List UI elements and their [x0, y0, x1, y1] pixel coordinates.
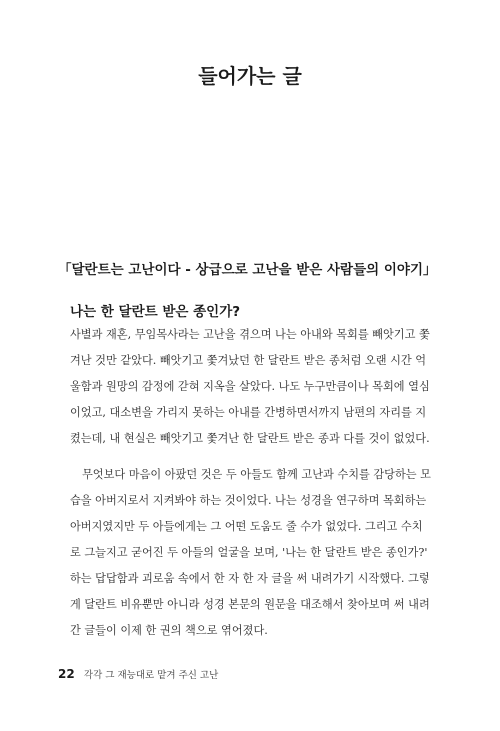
chapter-title: 들어가는 글 — [198, 64, 302, 88]
text-line: 간 글들이 이제 한 권의 책으로 엮어졌다. — [70, 624, 268, 637]
page-number: 22 — [58, 667, 75, 681]
text-line: 하는 답답함과 괴로움 속에서 한 자 한 자 글을 써 내려가기 시작했다. 그렇 — [70, 572, 430, 585]
running-head: 각각 그 재능대로 맡겨 주신 고난 — [83, 670, 219, 681]
body-paragraph-2 — [70, 462, 450, 644]
text-line: 습을 아버지로서 지켜봐야 하는 것이었다. 나는 성경을 연구하며 목회하는 — [70, 494, 427, 507]
text-line: 게 달란트 비유뿐만 아니라 성경 본문의 원문을 대조해서 찾아보며 써 내려 — [70, 598, 430, 611]
body-paragraph-1 — [70, 322, 450, 452]
text-line: 사별과 재혼, 무임목사라는 고난을 겪으며 나는 아내와 목회를 빼앗기고 쫓 — [70, 328, 430, 341]
text-line: 켰는데, 내 현실은 빼앗기고 쫓겨난 한 달란트 받은 종과 다를 것이 없었다. — [70, 432, 430, 445]
section-heading: 나는 한 달란트 받은 종인가? — [70, 304, 241, 320]
book-subtitle: 「달란트는 고난이다 - 상급으로 고난을 받은 사람들의 이야기」 — [58, 262, 437, 278]
page-footer — [58, 667, 218, 681]
text-line: 로 그늘지고 굳어진 두 아들의 얼굴을 보며, '나는 한 달란트 받은 종인가?' — [70, 546, 428, 559]
text-line: 울함과 원망의 감정에 갇혀 지옥을 살았다. 나도 누구만큼이나 목회에 열심 — [70, 380, 430, 393]
text-line: 무엇보다 마음이 아팠던 것은 두 아들도 함께 고난과 수치를 감당하는 모 — [82, 468, 431, 481]
text-line: 겨난 것만 같았다. 빼앗기고 쫓겨났던 한 달란트 받은 종처럼 오랜 시간 억 — [70, 354, 427, 367]
text-line: 아버지였지만 두 아들에게는 그 어떤 도움도 줄 수가 없었다. 그리고 수치 — [70, 520, 423, 533]
text-line: 이었고, 대소변을 가리지 못하는 아내를 간병하면서까지 남편의 자리를 지 — [70, 406, 427, 419]
